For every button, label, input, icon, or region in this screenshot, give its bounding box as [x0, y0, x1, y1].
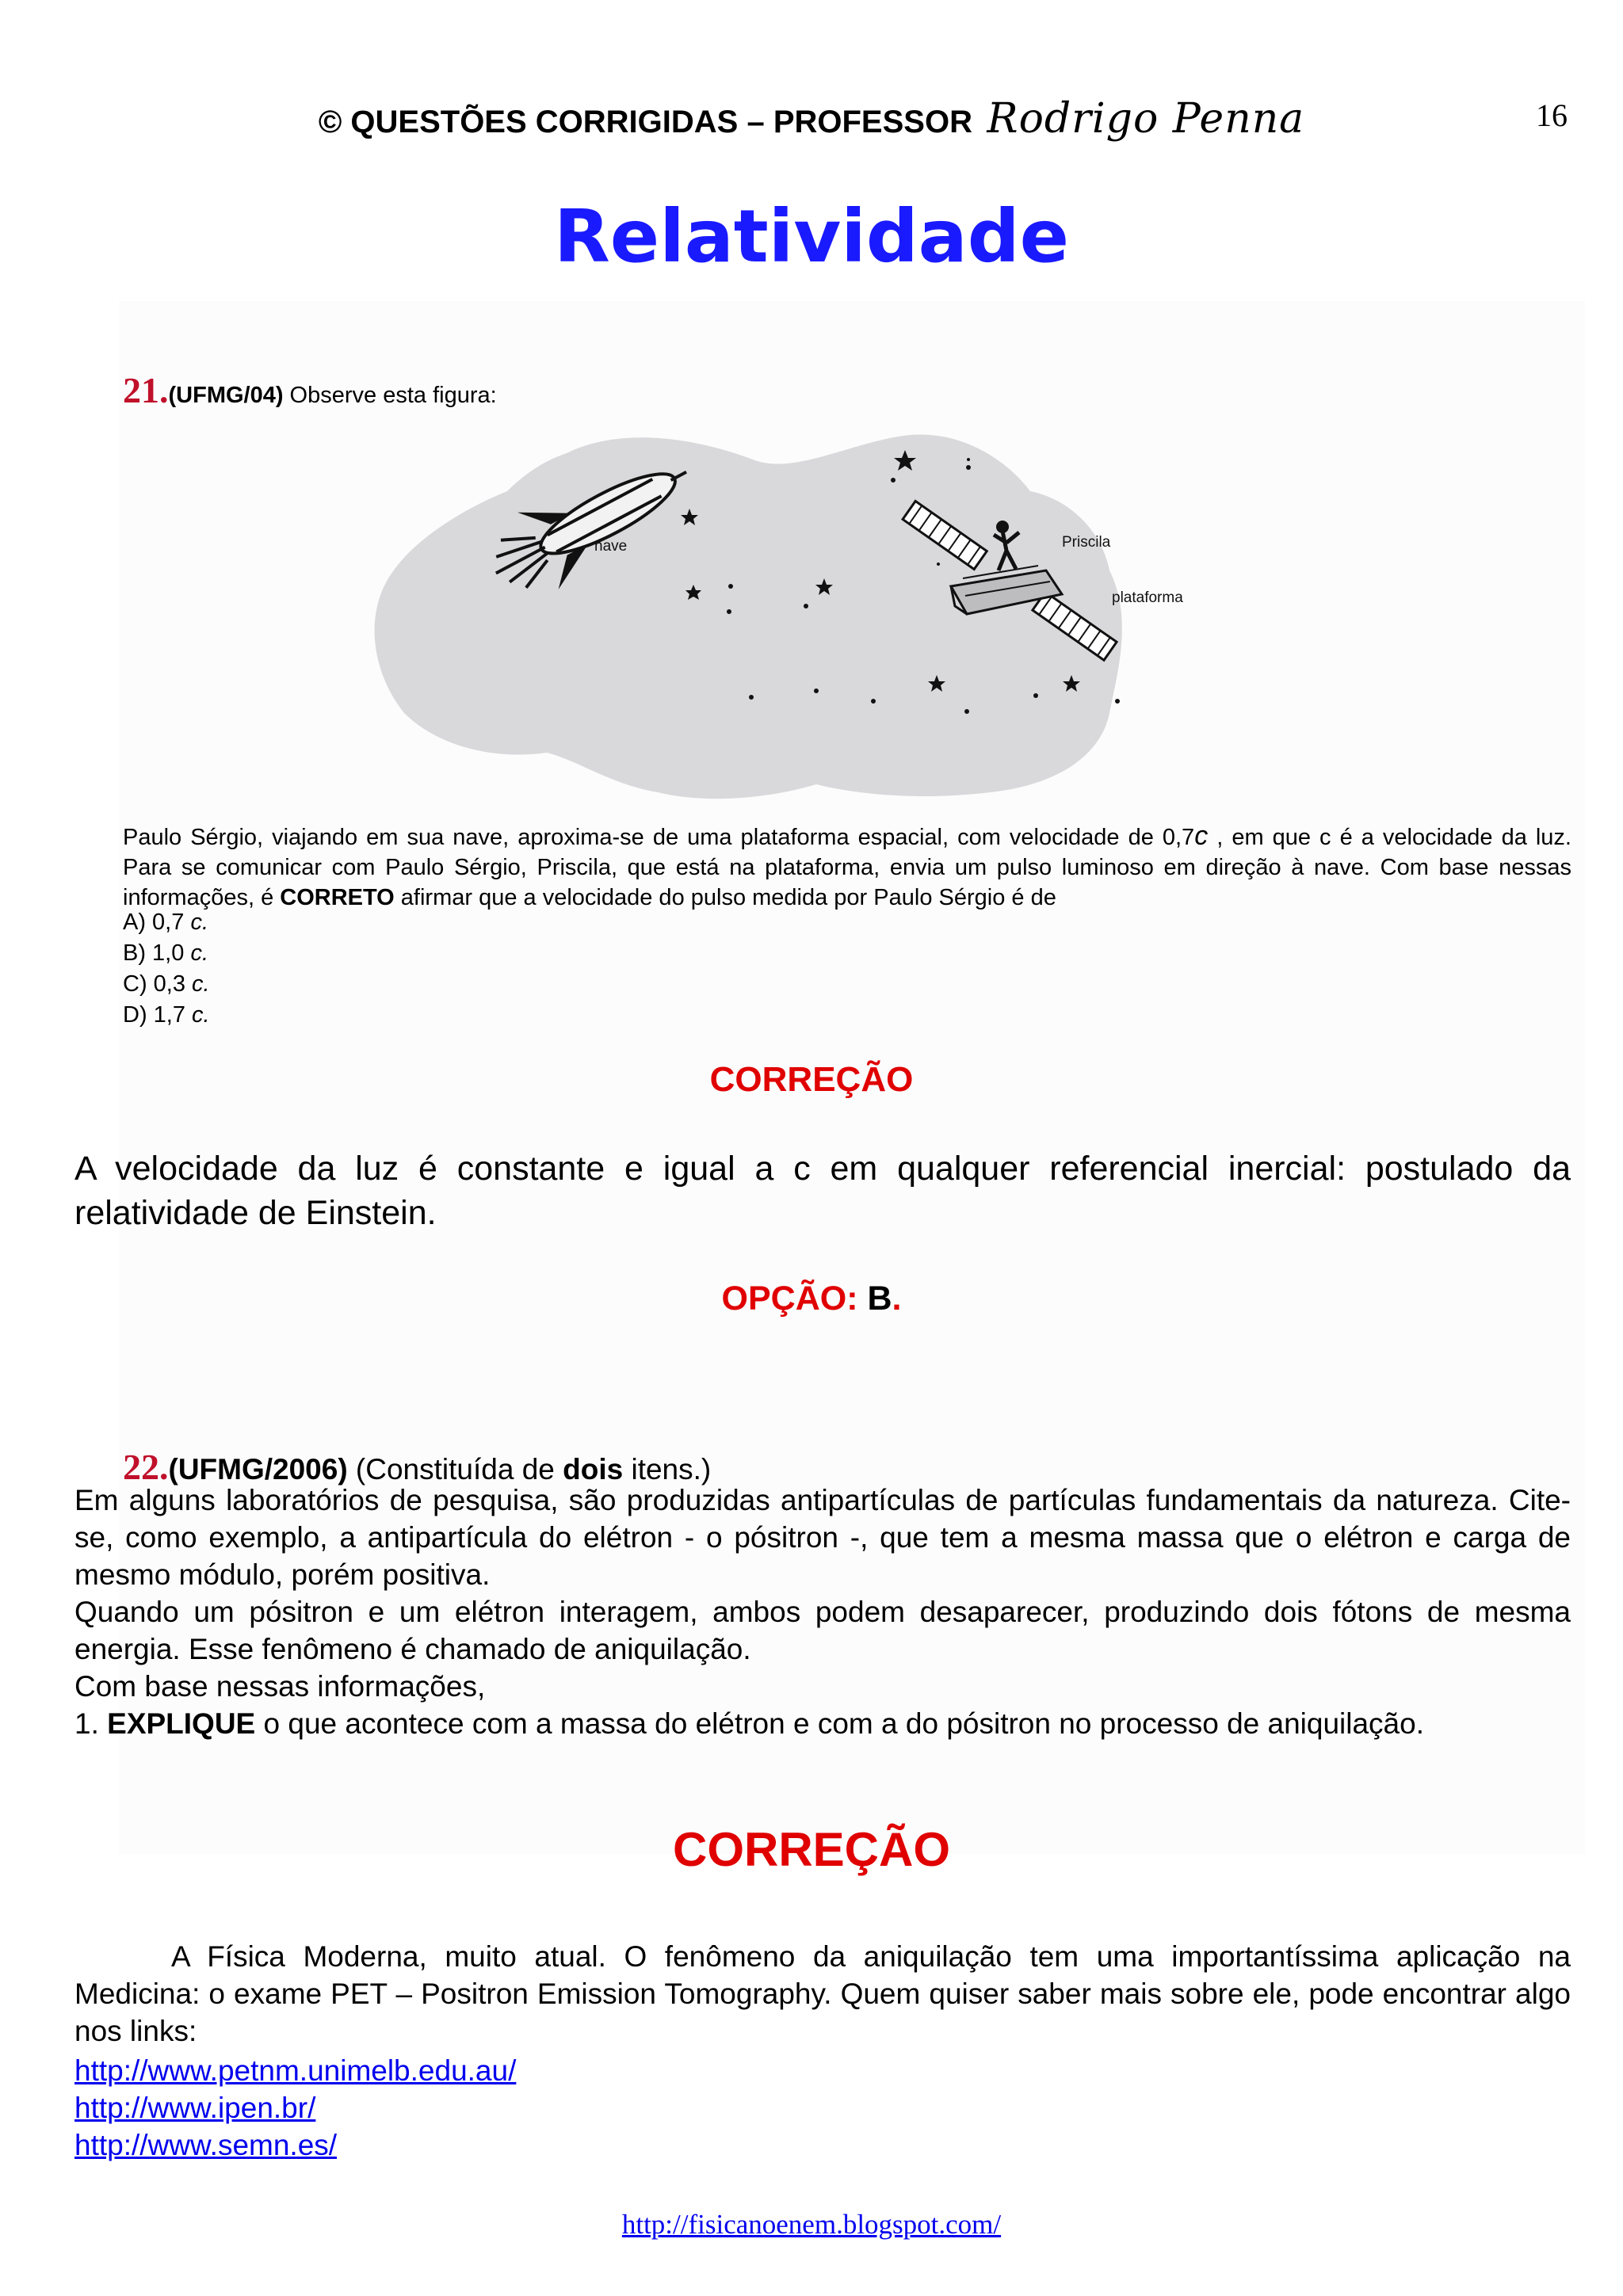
option-value: B — [867, 1280, 892, 1318]
star — [804, 604, 808, 608]
speed-of-light-symbol: c — [1194, 821, 1209, 851]
page-title: Relatividade — [553, 194, 1070, 279]
page-number: 16 — [1536, 97, 1568, 133]
star — [728, 584, 733, 589]
star — [1115, 699, 1120, 704]
star — [727, 609, 731, 614]
header-text: © QUESTÕES CORRIGIDAS – PROFESSOR — [318, 105, 972, 139]
link-petnm[interactable]: http://www.petnm.unimelb.edu.au/ — [74, 2054, 517, 2087]
question-number: 21. — [123, 370, 169, 410]
person-label: Priscila — [1062, 534, 1111, 551]
paragraph: Com base nessas informações, — [74, 1670, 486, 1703]
question-21-text — [123, 821, 1571, 913]
option-a: A) 0,7 c. — [123, 910, 208, 935]
paragraph: Quando um pósitron e um elétron interagem, ambos podem desaparecer, produzindo dois fótons de mesma energia. Esse fenômeno é chamado de aniquilação. — [74, 1596, 1571, 1665]
answer-options — [123, 907, 210, 1031]
question-source: (UFMG/2006) — [168, 1453, 348, 1486]
star — [937, 563, 940, 566]
item-1: 1. EXPLIQUE o que acontece com a massa do elétron e com a do pósitron no processo de aniquilação. — [74, 1707, 1424, 1740]
blog-link[interactable]: http://fisicanoenem.blogspot.com/ — [621, 2209, 1002, 2240]
question-21-heading — [123, 369, 497, 411]
star — [871, 699, 876, 704]
text-part: (Constituída de — [347, 1453, 563, 1486]
correct-option — [0, 1280, 1623, 1318]
text-part: itens.) — [623, 1453, 712, 1486]
reference-links — [74, 2052, 516, 2164]
option-c: C) 0,3 c. — [123, 971, 210, 997]
question-22-text — [74, 1482, 1571, 1742]
correction-heading-22: CORREÇÃO — [672, 1823, 950, 1876]
option-d: D) 1,7 c. — [123, 1002, 210, 1028]
emphasis-dois: dois — [563, 1453, 624, 1486]
paragraph: Em alguns laboratórios de pesquisa, são produzidas antipartículas de partículas fundamentais da natureza. Cite-se, como exemplo, a antipartícula do elétron - o pósitron -, que tem a mesma massa que o elétron e carga de mesmo módulo, porém positiva. — [74, 1484, 1571, 1591]
star — [966, 465, 971, 470]
author-signature: Rodrigo Penna — [987, 95, 1305, 143]
option-label: OPÇÃO: — [721, 1280, 868, 1318]
star — [964, 709, 969, 714]
emphasis-correto: CORRETO — [280, 885, 395, 910]
star — [1033, 693, 1038, 698]
correction-text-22: A Física Moderna, muito atual. O fenômeno da aniquilação tem uma importantíssima aplicação na Medicina: o exame PET – Positron Emission Tomography. Quem quiser saber mais sobre ele, pode encontrar algo nos links: — [74, 1940, 1571, 2047]
correction-text-21: A velocidade da luz é constante e igual a c em qualquer referencial inercial: postulado da relatividade de Einstein. — [74, 1150, 1571, 1232]
question-number: 22. — [123, 1447, 169, 1487]
space-cloud-shape — [375, 434, 1122, 799]
ship-label: nave — [594, 538, 628, 555]
option-dot: . — [892, 1280, 902, 1318]
star — [891, 478, 896, 482]
text-part: afirmar que a velocidade do pulso medida por Paulo Sérgio é de — [394, 885, 1056, 910]
star — [749, 695, 754, 700]
question-source: (UFMG/04) — [168, 383, 284, 408]
page-footer — [0, 2209, 1623, 2241]
option-b: B) 1,0 c. — [123, 940, 208, 966]
space-figure — [135, 412, 1236, 808]
link-ipen[interactable]: http://www.ipen.br/ — [74, 2092, 316, 2124]
question-intro: Observe esta figura: — [283, 383, 497, 408]
star — [814, 688, 819, 693]
link-semn[interactable]: http://www.semn.es/ — [74, 2129, 338, 2161]
page-header — [0, 95, 1623, 143]
correction-heading-21: CORREÇÃO — [709, 1060, 914, 1099]
star — [967, 458, 970, 461]
platform-label: plataforma — [1112, 589, 1183, 606]
text-part: , em que c é a velocidade da luz. Para se comunicar com Paulo Sérgio, Priscila, que está na plataforma, envia um pulso luminoso em direção à nave. Com base nessas informações, é — [123, 825, 1571, 910]
text-part: Paulo Sérgio, viajando em sua nave, aproxima-se de uma plataforma espacial, com velocidade de 0,7 — [123, 825, 1195, 850]
